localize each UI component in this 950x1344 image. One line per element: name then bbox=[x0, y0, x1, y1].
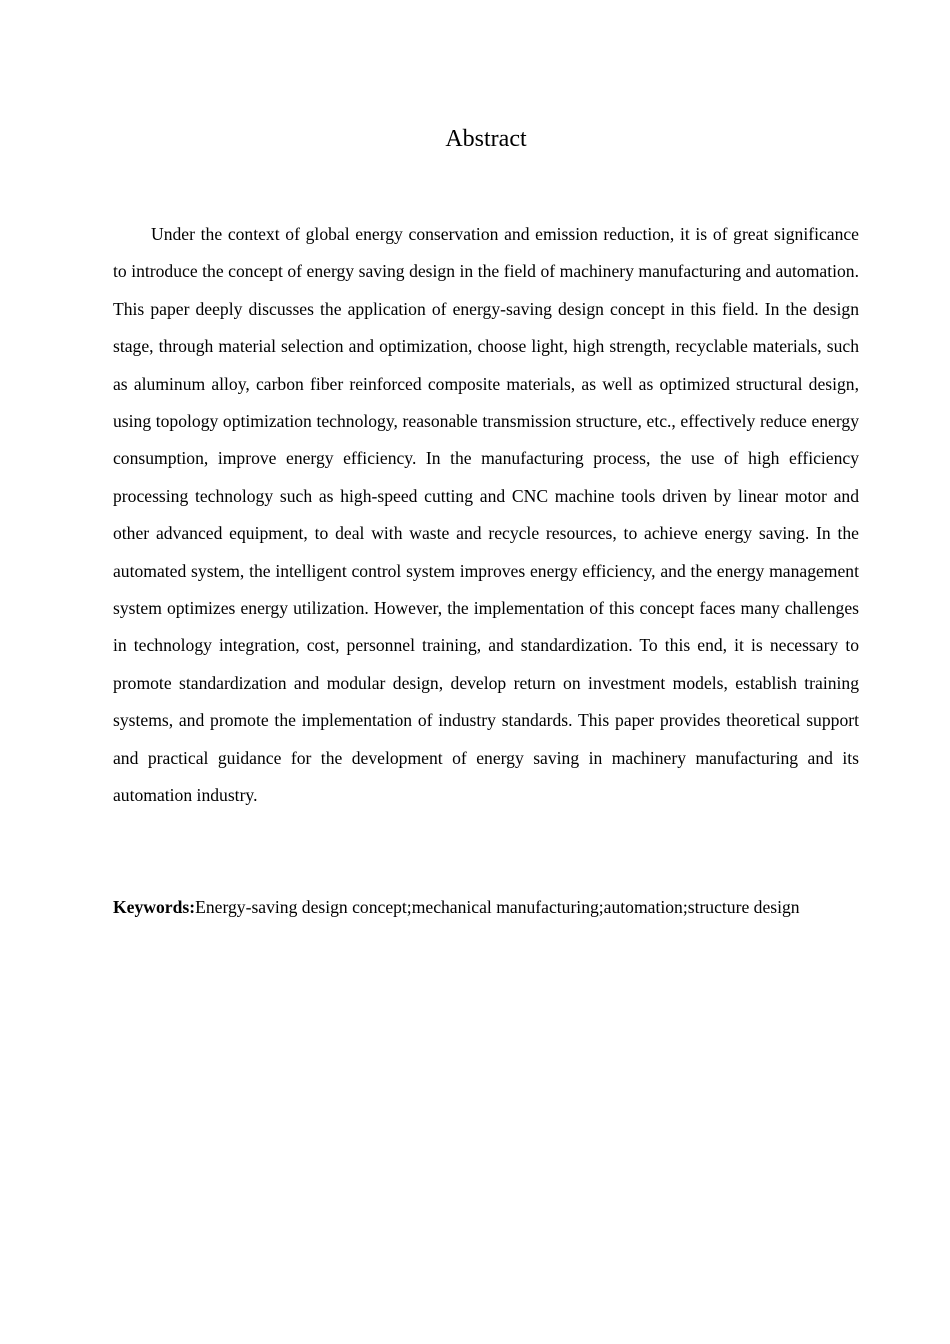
keywords-line bbox=[113, 888, 859, 926]
keywords-label: Keywords: bbox=[113, 897, 196, 917]
keywords-value: Energy-saving design concept;mechanical manufacturing;automation;structure design bbox=[195, 897, 800, 917]
abstract-paragraph: Under the context of global energy conservation and emission reduction, it is of great significance to introduce the concept of energy saving design in the field of machinery manufacturing and automation. This paper deeply discusses the application of energy-saving design concept in this field. In the design stage, through material selection and optimization, choose light, high strength, recyclable materials, such as aluminum alloy, carbon fiber reinforced composite materials, as well as optimized structural design, using topology optimization technology, reasonable transmission structure, etc., effectively reduce energy consumption, improve energy efficiency. In the manufacturing process, the use of high efficiency processing technology such as high-speed cutting and CNC machine tools driven by linear motor and other advanced equipment, to deal with waste and recycle resources, to achieve energy saving. In the automated system, the intelligent control system improves energy efficiency, and the energy management system optimizes energy utilization. However, the implementation of this concept faces many challenges in technology integration, cost, personnel training, and standardization. To this end, it is necessary to promote standardization and modular design, develop return on investment models, establish training systems, and promote the implementation of industry standards. This paper provides theoretical support and practical guidance for the development of energy saving in machinery manufacturing and its automation industry. bbox=[113, 224, 859, 806]
abstract-heading: Abstract bbox=[445, 126, 527, 152]
